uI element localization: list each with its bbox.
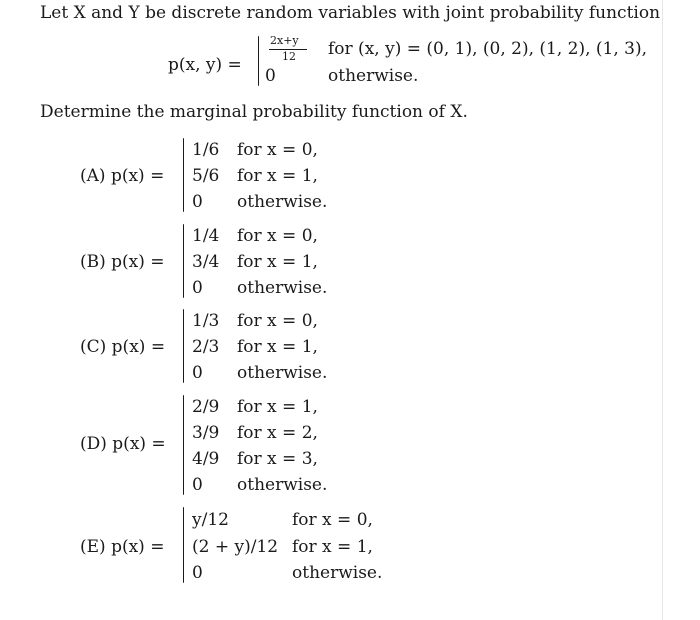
option-b-brace [183,224,184,298]
joint-case2-condition: otherwise. [328,66,419,86]
intro-text: Let X and Y be discrete random variables with joint probability function [40,3,661,23]
option-c-value-3: 0 [192,363,203,383]
joint-case1-condition: for (x, y) = (0, 1), (0, 2), (1, 2), (1, 3), [328,39,648,59]
option-b-label: (B) p(x) = [80,252,165,272]
option-d-condition-2: for x = 2, [237,423,318,443]
option-e-condition-3: otherwise. [292,563,383,583]
option-d-value-1: 2/9 [192,397,220,417]
joint-brace [258,36,259,86]
option-b-condition-1: for x = 0, [237,226,318,246]
option-d-value-3: 4/9 [192,449,220,469]
option-c-condition-1: for x = 0, [237,311,318,331]
page-edge-divider [662,0,663,620]
option-a-label: (A) p(x) = [80,166,165,186]
option-e-value-1: y/12 [192,510,229,530]
option-d-condition-1: for x = 1, [237,397,318,417]
option-c-condition-3: otherwise. [237,363,328,383]
option-b-condition-2: for x = 1, [237,252,318,272]
option-b-value-2: 3/4 [192,252,220,272]
joint-case1-denominator: 12 [282,50,296,63]
option-d-value-2: 3/9 [192,423,220,443]
option-a-value-3: 0 [192,192,203,212]
option-a-value-2: 5/6 [192,166,220,186]
option-e-value-2: (2 + y)/12 [192,537,279,557]
joint-lhs: p(x, y) = [168,55,242,75]
option-c-brace [183,309,184,383]
option-a-brace [183,138,184,212]
option-d-condition-4: otherwise. [237,475,328,495]
option-e-brace [183,507,184,583]
option-e-label: (E) p(x) = [80,537,165,557]
option-a-value-1: 1/6 [192,140,220,160]
option-d-label: (D) p(x) = [80,434,166,454]
option-a-condition-1: for x = 0, [237,140,318,160]
option-c-value-1: 1/3 [192,311,220,331]
joint-case2-value: 0 [265,66,276,86]
option-a-condition-3: otherwise. [237,192,328,212]
question-text: Determine the marginal probability function of X. [40,102,468,122]
option-c-value-2: 2/3 [192,337,220,357]
option-d-condition-3: for x = 3, [237,449,318,469]
option-d-value-4: 0 [192,475,203,495]
option-a-condition-2: for x = 1, [237,166,318,186]
option-b-value-1: 1/4 [192,226,220,246]
option-e-condition-1: for x = 0, [292,510,373,530]
option-b-condition-3: otherwise. [237,278,328,298]
option-c-condition-2: for x = 1, [237,337,318,357]
option-e-condition-2: for x = 1, [292,537,373,557]
option-c-label: (C) p(x) = [80,337,166,357]
joint-case1-numerator: 2x+y [270,34,299,47]
option-e-value-3: 0 [192,563,203,583]
option-d-brace [183,395,184,495]
option-b-value-3: 0 [192,278,203,298]
